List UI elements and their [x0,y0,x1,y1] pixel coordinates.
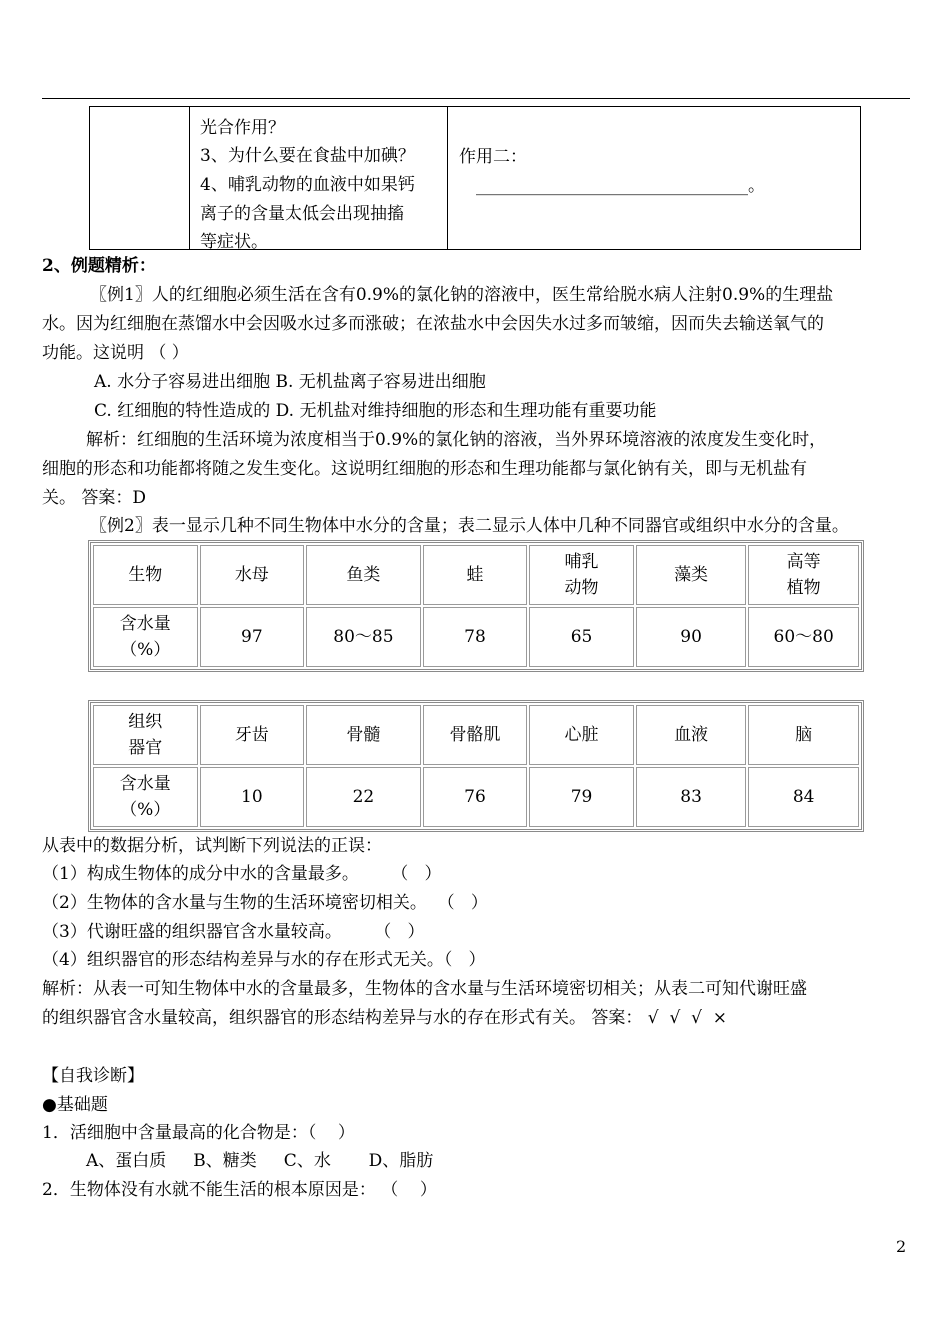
value-cell: 10 [200,767,305,827]
example1-analysis: 关。 答案：D [42,488,147,508]
example1-line: 功能。这说明 （ ） [42,343,189,363]
example1-line: 〖例1〗人的红细胞必须生活在含有0.9%的氯化钠的溶液中，医生常给脱水病人注射0.9%的生理盐 [90,285,834,305]
table-empty-cell [90,107,190,249]
example2-analysis: 解析：从表一可知生物体中水的含量最多，生物体的含水量与生活环境密切相关；从表二可知代谢旺盛 [42,979,807,999]
table-question-line: 4、哺乳动物的血液中如果钙 [200,175,415,195]
table-question-line: 3、为什么要在食盐中加碘？ [200,146,415,166]
value-cell: 83 [636,767,747,827]
example2-question: 从表中的数据分析，试判断下列说法的正误： [42,836,382,856]
table-header-row [93,705,859,765]
table-row [93,767,859,827]
header-cell: 哺乳 动物 [529,545,634,605]
value-cell: 97 [200,607,305,667]
header-cell: 蛙 [423,545,528,605]
table-question-line: 光合作用？ [200,118,285,138]
value-label-cell: 含水量 （%） [93,767,198,827]
value-cell: 65 [529,607,634,667]
example1-options-cd: C. 红细胞的特性造成的 D. 无机盐对维持细胞的形态和生理功能有重要功能 [94,401,657,421]
question-1: 1．活细胞中含量最高的化合物是：（ ） [42,1123,355,1143]
value-label-cell: 含水量 （%） [93,607,198,667]
example1-line: 水。因为红细胞在蒸馏水中会因吸水过多而涨破；在浓盐水中会因失水过多而皱缩，因而失去输送氧气的 [42,314,824,334]
header-cell: 骨髓 [306,705,421,765]
header-cell: 组织 器官 [93,705,198,765]
header-cell: 脑 [748,705,859,765]
header-cell: 生物 [93,545,198,605]
value-cell: 80～85 [306,607,421,667]
value-cell: 84 [748,767,859,827]
question-1-options: A、蛋白质 B、糖类 C、水 D、脂肪 [86,1151,434,1171]
value-cell: 22 [306,767,421,827]
table-row [93,607,859,667]
page-number: 2 [896,1237,907,1256]
example1-options-ab: A. 水分子容易进出细胞 B. 无机盐离子容易进出细胞 [94,372,486,392]
question-2: 2．生物体没有水就不能生活的根本原因是： （ ） [42,1180,437,1200]
header-cell: 骨骼肌 [423,705,528,765]
table-organism-water [88,540,864,672]
section-title: 2、例题精析： [42,256,156,276]
value-cell: 90 [636,607,747,667]
example2-intro: 〖例2〗表一显示几种不同生物体中水分的含量；表二显示人体中几种不同器官或组织中水分的含量。 [90,516,849,536]
value-cell: 79 [529,767,634,827]
table-header-row [93,545,859,605]
header-cell: 高等 植物 [748,545,859,605]
example1-analysis: 解析：红细胞的生活环境为浓度相当于0.9%的氯化钠的溶液，当外界环境溶液的浓度发生变化时， [86,430,827,450]
header-rule [42,98,910,99]
header-cell: 鱼类 [306,545,421,605]
example2-item: （2）生物体的含水量与生物的生活环境密切相关。 （ ） [42,893,488,913]
table-question-line: 离子的含量太低会出现抽搐 [200,204,404,224]
table-answer-cell [448,107,860,249]
basic-questions-title: ●基础题 [42,1095,108,1115]
answer-blank: ________________________________。 [476,176,765,196]
header-cell: 藻类 [636,545,747,605]
self-diagnosis-title: 【自我诊断】 [42,1066,144,1086]
header-cell: 水母 [200,545,305,605]
example1-analysis: 细胞的形态和功能都将随之发生变化。这说明红细胞的形态和生理功能都与氯化钠有关，即与无机盐有 [42,459,807,479]
value-cell: 60～80 [748,607,859,667]
example2-analysis: 的组织器官含水量较高，组织器官的形态结构差异与水的存在形式有关。 答案： √ √ √ × [42,1008,727,1028]
value-cell: 76 [423,767,528,827]
header-cell: 血液 [636,705,747,765]
value-cell: 78 [423,607,528,667]
function-two-label: 作用二： [459,147,527,167]
example2-item: （3）代谢旺盛的组织器官含水量较高。 （ ） [42,922,425,942]
table-questions-cell [190,107,448,252]
table-question-line: 等症状。 [200,232,268,252]
continuation-table [89,106,861,250]
header-cell: 心脏 [529,705,634,765]
header-cell: 牙齿 [200,705,305,765]
example2-item: （4）组织器官的形态结构差异与水的存在形式无关。（ ） [42,950,486,970]
example2-item: （1）构成生物体的成分中水的含量最多。 （ ） [42,864,442,884]
table-organ-water [88,700,864,832]
